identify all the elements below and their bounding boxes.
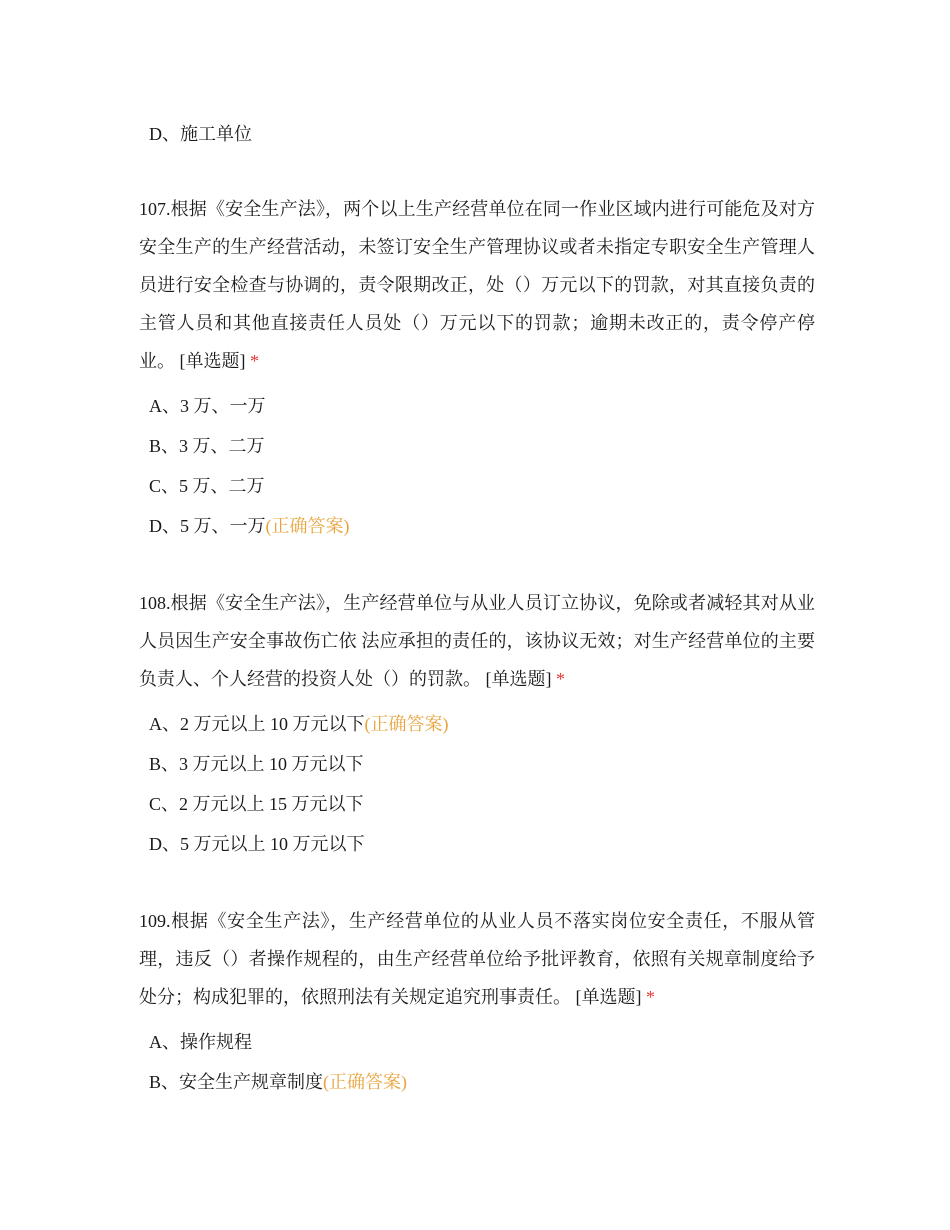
option-text: B、3 万元以上 10 万元以下 — [149, 754, 364, 774]
question-stem — [139, 902, 815, 1016]
option-b — [149, 1062, 815, 1102]
correct-answer-tag: (正确答案) — [364, 714, 449, 734]
option-text: D、5 万元以上 10 万元以下 — [149, 834, 365, 854]
question-type-label: [单选题] — [179, 351, 246, 371]
option-d — [149, 506, 815, 546]
question-type-label: [单选题] — [485, 669, 552, 689]
correct-answer-tag: (正确答案) — [265, 516, 350, 536]
option-text: A、操作规程 — [149, 1032, 252, 1052]
option-c — [149, 784, 815, 824]
option-a — [149, 1022, 815, 1062]
correct-answer-tag: (正确答案) — [323, 1072, 408, 1092]
question-text: 109.根据《安全生产法》，生产经营单位的从业人员不落实岗位安全责任，不服从管理，违反（）者操作规程的，由生产经营单位给予批评教育，依照有关规章制度给予处分；构成犯罪的，依照刑法有关规定追究刑事责任。 — [139, 911, 815, 1007]
option-text: A、3 万、一万 — [149, 396, 266, 416]
option-text: D、5 万、一万 — [149, 516, 266, 536]
option-list — [139, 704, 815, 864]
required-mark: * — [250, 351, 259, 371]
question-stem — [139, 584, 815, 698]
required-mark: * — [556, 669, 565, 689]
question-108 — [139, 584, 815, 864]
question-text: 108.根据《安全生产法》，生产经营单位与从业人员订立协议，免除或者减轻其对从业人员因生产安全事故伤亡依 法应承担的责任的，该协议无效；对生产经营单位的主要负责人、个人经营的投资人处（）的罚款。 — [139, 593, 815, 689]
option-list — [139, 1022, 815, 1102]
option-a — [149, 704, 815, 744]
question-type-label: [单选题] — [575, 987, 642, 1007]
option-d — [149, 824, 815, 864]
question-text: 107.根据《安全生产法》，两个以上生产经营单位在同一作业区域内进行可能危及对方安全生产的生产经营活动，未签订安全生产管理协议或者未指定专职安全生产管理人员进行安全检查与协调的，责令限期改正，处（）万元以下的罚款，对其直接负责的主管人员和其他直接责任人员处（）万元以下的罚款；逾期未改正的，责令停产停业。 — [139, 199, 815, 371]
option-text: B、3 万、二万 — [149, 436, 265, 456]
option-list — [139, 386, 815, 546]
option-text: B、安全生产规章制度 — [149, 1072, 324, 1092]
option-b — [149, 744, 815, 784]
required-mark: * — [646, 987, 655, 1007]
question-107 — [139, 190, 815, 546]
option-text: C、2 万元以上 15 万元以下 — [149, 794, 364, 814]
question-stem — [139, 190, 815, 380]
option-text: A、2 万元以上 10 万元以下 — [149, 714, 365, 734]
question-109 — [139, 902, 815, 1102]
option-text: C、5 万、二万 — [149, 476, 265, 496]
option-c — [149, 466, 815, 506]
option-a — [149, 386, 815, 426]
previous-question-option-d: D、施工单位 — [149, 124, 252, 144]
option-b — [149, 426, 815, 466]
